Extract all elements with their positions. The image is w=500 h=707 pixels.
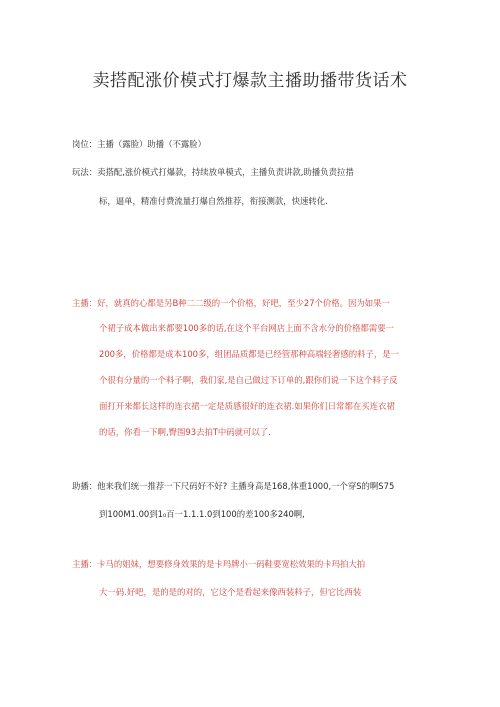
anchor2-line-1: 主播：卡马的姐妹，想要修身效果的是卡玛牌小一码鞋要宽松效果的卡玛拍大拍 bbox=[72, 559, 366, 569]
anchor1-line-6: 的话，你看一下啊,臀围93去拍T中码就可以了. bbox=[99, 427, 271, 437]
anchor1-line-5: 面打开来都长这样的连衣裙一定是质感很好的连衣裙.如果你们日常都在买连衣裙 bbox=[99, 401, 395, 411]
document-title: 卖搭配涨价模式打爆款主播助播带货话术 bbox=[92, 71, 408, 91]
assistant1-line-2: 到100M1.00到1₀百一1.1.1.0到100的差100多240啊, bbox=[99, 509, 305, 519]
anchor1-line-2: 个裙子成本做出来都要100多的话,在这个平台网店上面不含水分的价格都需要一 bbox=[99, 323, 395, 333]
anchor1-line-3: 200多，价格都是成本100多，组团品质都是已经管那种高端轻奢感的料子，是一 bbox=[99, 349, 399, 359]
anchor2-line-2: 大一码.好吧，是的是的对的，它这个是看起来像西装料子，但它比西装 bbox=[99, 587, 362, 597]
position-line: 岗位：主播（露脸）助播（不露脸） bbox=[72, 139, 206, 149]
assistant1-line-1: 助播：他来我们统一推荐一下尺码好不好? 主播身高是168,体重1000,一个穿S的啊S75 bbox=[72, 481, 395, 491]
anchor1-line-4: 个很有分量的一个料子啊，我们家,是自己做过下订单的,跟你们说一下这个料子反 bbox=[99, 375, 398, 385]
gameplay-line-2: 标，逼单，精准付费流量打爆自然推荐，衔接测款，快速转化. bbox=[99, 196, 328, 206]
anchor1-line-1: 主播：好，就真的心都是另B种二二级的一个价格，好吧，至少27个价格。因为如果一 bbox=[72, 298, 390, 308]
gameplay-line-1: 玩法：卖搭配,涨价模式打爆款，持续放单模式，主播负责讲款,助播负责拉措 bbox=[72, 167, 354, 177]
